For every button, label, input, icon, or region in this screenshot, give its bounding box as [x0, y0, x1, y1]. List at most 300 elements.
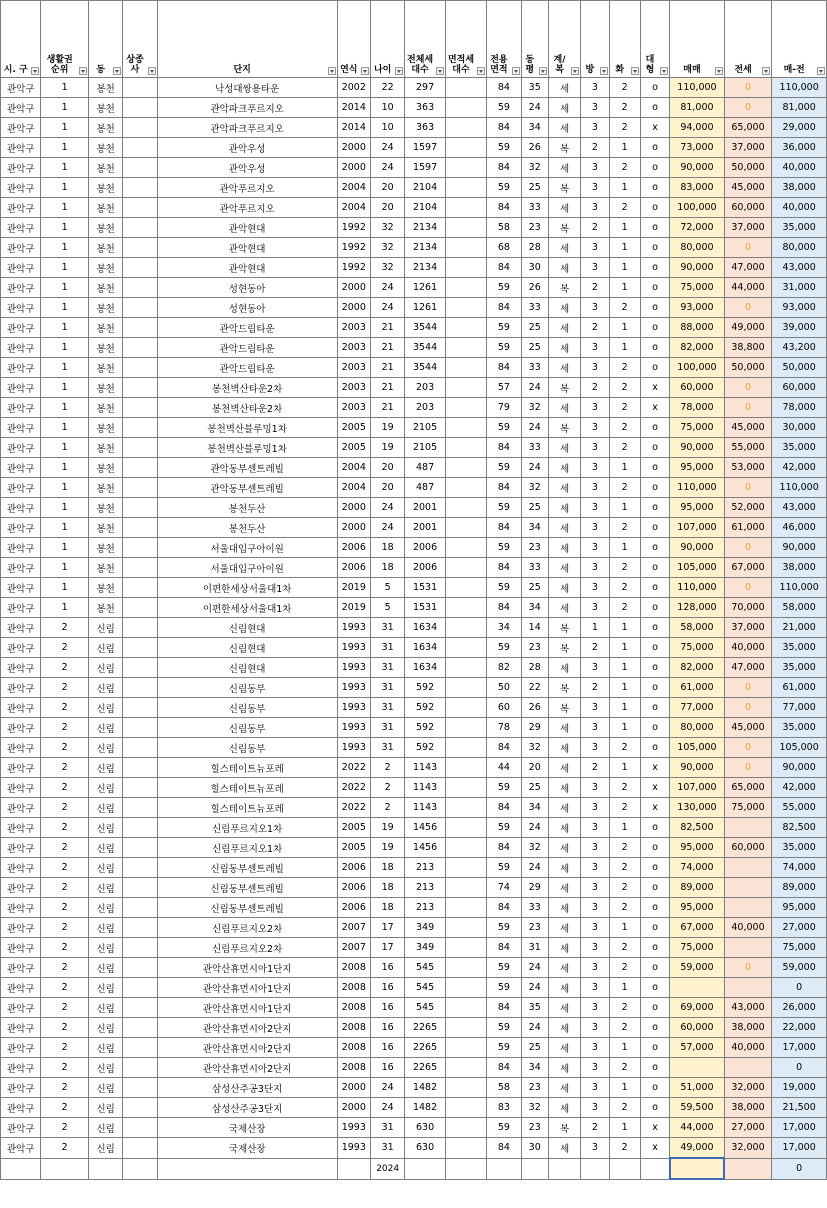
table-cell[interactable]: 61,000 [724, 518, 772, 538]
table-cell[interactable]: 복 [548, 278, 580, 298]
table-cell[interactable]: 세 [548, 738, 580, 758]
table-cell[interactable]: 24 [521, 978, 548, 998]
table-cell[interactable]: 세 [548, 878, 580, 898]
table-cell[interactable]: 82,000 [670, 658, 725, 678]
table-cell[interactable]: 2003 [337, 358, 370, 378]
filter-dropdown-icon[interactable] [113, 67, 121, 75]
table-cell[interactable]: 관악구 [1, 418, 41, 438]
table-cell[interactable]: 삼성산주공3단지 [157, 1078, 337, 1098]
filter-dropdown-icon[interactable] [31, 67, 39, 75]
table-cell[interactable]: 2000 [337, 158, 370, 178]
table-cell[interactable]: 35,000 [772, 438, 827, 458]
table-cell[interactable]: 1993 [337, 638, 370, 658]
table-cell[interactable]: 세 [548, 798, 580, 818]
table-cell[interactable]: 2014 [337, 98, 370, 118]
table-cell[interactable]: 관악구 [1, 178, 41, 198]
table-cell[interactable] [157, 1158, 337, 1179]
table-cell[interactable]: 신림 [88, 678, 122, 698]
table-cell[interactable]: 세 [548, 98, 580, 118]
table-cell[interactable] [123, 678, 157, 698]
table-cell[interactable]: 2002 [337, 78, 370, 98]
table-cell[interactable]: 33 [521, 898, 548, 918]
table-cell[interactable]: 105,000 [670, 558, 725, 578]
table-cell[interactable]: 서울대입구아이원 [157, 538, 337, 558]
table-cell[interactable]: 2005 [337, 838, 370, 858]
table-cell[interactable]: 봉천 [88, 98, 122, 118]
table-cell[interactable] [123, 978, 157, 998]
table-cell[interactable]: 3 [581, 938, 609, 958]
table-cell[interactable]: 24 [521, 458, 548, 478]
table-cell[interactable]: 545 [405, 998, 445, 1018]
table-cell[interactable] [123, 858, 157, 878]
table-cell[interactable]: 349 [405, 918, 445, 938]
table-cell[interactable]: 59,000 [772, 958, 827, 978]
table-cell[interactable]: 25 [521, 1038, 548, 1058]
table-cell[interactable] [445, 938, 486, 958]
table-cell[interactable]: 1 [609, 498, 640, 518]
table-cell[interactable] [445, 178, 486, 198]
table-cell[interactable]: 70,000 [724, 598, 772, 618]
table-cell[interactable]: 128,000 [670, 598, 725, 618]
table-cell[interactable] [445, 498, 486, 518]
table-cell[interactable]: 2 [581, 138, 609, 158]
table-cell[interactable]: 35,000 [772, 838, 827, 858]
table-cell[interactable]: 신림 [88, 1058, 122, 1078]
table-cell[interactable]: 관악구 [1, 1038, 41, 1058]
table-cell[interactable]: 신림 [88, 958, 122, 978]
table-cell[interactable]: 2000 [337, 1098, 370, 1118]
table-cell[interactable]: 18 [370, 898, 404, 918]
table-cell[interactable]: 2005 [337, 818, 370, 838]
table-cell[interactable] [123, 178, 157, 198]
table-cell[interactable]: 16 [370, 978, 404, 998]
table-cell[interactable]: 세 [548, 778, 580, 798]
table-cell[interactable]: 2 [609, 1138, 640, 1159]
table-cell[interactable]: 관악구 [1, 278, 41, 298]
table-cell[interactable]: 세 [548, 538, 580, 558]
table-cell[interactable]: 1 [609, 618, 640, 638]
table-cell[interactable]: 성현동아 [157, 278, 337, 298]
table-cell[interactable]: 84 [487, 598, 521, 618]
table-cell[interactable]: 1143 [405, 778, 445, 798]
table-cell[interactable]: 봉천벽산블루밍1차 [157, 418, 337, 438]
table-cell[interactable]: 봉천두산 [157, 498, 337, 518]
table-cell[interactable]: 2 [609, 78, 640, 98]
table-cell[interactable]: 관악구 [1, 858, 41, 878]
table-cell[interactable]: 3544 [405, 318, 445, 338]
table-cell[interactable]: 29,000 [772, 118, 827, 138]
table-cell[interactable]: 세 [548, 358, 580, 378]
table-cell[interactable]: 3 [581, 438, 609, 458]
table-cell[interactable]: o [640, 1018, 669, 1038]
table-cell[interactable]: 95,000 [670, 498, 725, 518]
table-cell[interactable]: 3 [581, 878, 609, 898]
table-cell[interactable]: 관악구 [1, 138, 41, 158]
table-cell[interactable]: o [640, 318, 669, 338]
table-cell[interactable]: 40,000 [724, 1038, 772, 1058]
table-cell[interactable]: 40,000 [724, 918, 772, 938]
table-cell[interactable]: 1 [609, 218, 640, 238]
table-cell[interactable] [123, 938, 157, 958]
table-cell[interactable]: 신림 [88, 1038, 122, 1058]
table-cell[interactable]: 84 [487, 258, 521, 278]
table-cell[interactable]: 1 [41, 98, 89, 118]
table-cell[interactable]: 94,000 [670, 118, 725, 138]
table-cell[interactable]: 84 [487, 998, 521, 1018]
table-cell[interactable]: o [640, 138, 669, 158]
table-cell[interactable]: 37,000 [724, 618, 772, 638]
table-cell[interactable]: 2 [609, 878, 640, 898]
table-cell[interactable]: 84 [487, 198, 521, 218]
table-cell[interactable]: o [640, 978, 669, 998]
table-cell[interactable]: 0 [772, 1058, 827, 1078]
table-cell[interactable]: 2 [609, 478, 640, 498]
table-cell[interactable]: 관악구 [1, 638, 41, 658]
table-cell[interactable] [724, 938, 772, 958]
table-cell[interactable] [123, 718, 157, 738]
table-cell[interactable]: 84 [487, 838, 521, 858]
table-cell[interactable]: 26 [521, 698, 548, 718]
table-cell[interactable]: 18 [370, 878, 404, 898]
table-cell[interactable]: 84 [487, 1058, 521, 1078]
table-cell[interactable]: 봉천 [88, 598, 122, 618]
table-cell[interactable]: 2008 [337, 1058, 370, 1078]
table-cell[interactable]: 84 [487, 438, 521, 458]
table-cell[interactable]: 3 [581, 658, 609, 678]
table-cell[interactable] [724, 1158, 772, 1179]
table-cell[interactable]: 47,000 [724, 258, 772, 278]
table-cell[interactable]: 0 [772, 978, 827, 998]
table-cell[interactable]: 84 [487, 518, 521, 538]
table-cell[interactable]: 세 [548, 1058, 580, 1078]
table-cell[interactable]: 관악현대 [157, 258, 337, 278]
table-cell[interactable]: 60,000 [670, 378, 725, 398]
table-cell[interactable] [445, 518, 486, 538]
table-cell[interactable]: 1 [41, 298, 89, 318]
table-cell[interactable]: 110,000 [772, 478, 827, 498]
table-cell[interactable]: 67,000 [670, 918, 725, 938]
table-cell[interactable]: 19 [370, 418, 404, 438]
table-cell[interactable]: 2 [41, 1098, 89, 1118]
table-cell[interactable]: 1531 [405, 598, 445, 618]
table-cell[interactable]: 33 [521, 438, 548, 458]
table-cell[interactable]: 83 [487, 1098, 521, 1118]
table-cell[interactable]: 관악산휴먼시아2단지 [157, 1058, 337, 1078]
table-cell[interactable]: 관악산휴먼시아1단지 [157, 958, 337, 978]
table-cell[interactable]: o [640, 738, 669, 758]
table-cell[interactable]: 세 [548, 998, 580, 1018]
table-cell[interactable]: o [640, 518, 669, 538]
table-cell[interactable] [445, 1098, 486, 1118]
table-cell[interactable]: o [640, 538, 669, 558]
table-cell[interactable]: 2004 [337, 478, 370, 498]
table-cell[interactable]: 545 [405, 978, 445, 998]
filter-dropdown-icon[interactable] [361, 67, 369, 75]
table-cell[interactable]: 34 [487, 618, 521, 638]
table-cell[interactable]: 1 [41, 218, 89, 238]
table-cell[interactable]: 2024 [370, 1158, 404, 1179]
table-cell[interactable]: 세 [548, 78, 580, 98]
table-cell[interactable]: 2000 [337, 1078, 370, 1098]
table-cell[interactable]: 신림 [88, 698, 122, 718]
table-cell[interactable]: 23 [521, 918, 548, 938]
table-cell[interactable]: 신림 [88, 618, 122, 638]
table-cell[interactable]: 신림 [88, 1098, 122, 1118]
table-cell[interactable]: 신림푸르지오2차 [157, 918, 337, 938]
table-cell[interactable]: 1 [609, 1078, 640, 1098]
table-cell[interactable]: 관악구 [1, 1078, 41, 1098]
table-cell[interactable]: 24 [521, 818, 548, 838]
table-cell[interactable]: 93,000 [670, 298, 725, 318]
table-cell[interactable]: 110,000 [670, 478, 725, 498]
table-cell[interactable]: 59 [487, 458, 521, 478]
table-cell[interactable]: 관악구 [1, 438, 41, 458]
table-cell[interactable]: 32 [370, 238, 404, 258]
table-cell[interactable]: 3 [581, 838, 609, 858]
table-cell[interactable]: 1 [41, 238, 89, 258]
table-cell[interactable]: 2000 [337, 278, 370, 298]
table-cell[interactable]: 2 [41, 878, 89, 898]
table-cell[interactable]: 3 [581, 738, 609, 758]
table-cell[interactable]: 관악구 [1, 658, 41, 678]
table-cell[interactable] [123, 658, 157, 678]
table-cell[interactable] [445, 478, 486, 498]
table-cell[interactable]: 세 [548, 198, 580, 218]
table-cell[interactable]: 80,000 [772, 238, 827, 258]
table-cell[interactable]: 24 [370, 158, 404, 178]
table-cell[interactable] [123, 318, 157, 338]
table-cell[interactable]: 관악푸르지오 [157, 198, 337, 218]
table-cell[interactable]: 19 [370, 818, 404, 838]
table-cell[interactable] [405, 1158, 445, 1179]
table-cell[interactable]: 23 [521, 1078, 548, 1098]
table-cell[interactable]: 3 [581, 198, 609, 218]
table-cell[interactable]: 1 [41, 538, 89, 558]
table-cell[interactable] [445, 718, 486, 738]
table-cell[interactable]: 봉천 [88, 138, 122, 158]
table-cell[interactable]: 2 [609, 558, 640, 578]
table-cell[interactable] [123, 818, 157, 838]
table-cell[interactable]: 24 [370, 278, 404, 298]
table-cell[interactable]: o [640, 258, 669, 278]
table-cell[interactable]: 신림 [88, 878, 122, 898]
table-cell[interactable]: 59 [487, 858, 521, 878]
table-cell[interactable]: 2 [41, 638, 89, 658]
table-cell[interactable]: 관악우성 [157, 138, 337, 158]
table-cell[interactable]: o [640, 838, 669, 858]
table-cell[interactable]: 1143 [405, 758, 445, 778]
table-cell[interactable] [123, 878, 157, 898]
table-cell[interactable]: o [640, 598, 669, 618]
table-cell[interactable]: 봉천 [88, 438, 122, 458]
table-cell[interactable]: 복 [548, 638, 580, 658]
table-cell[interactable]: 26 [521, 278, 548, 298]
table-cell[interactable]: 32 [521, 158, 548, 178]
table-cell[interactable]: 51,000 [670, 1078, 725, 1098]
table-cell[interactable]: 84 [487, 358, 521, 378]
table-cell[interactable]: 관악드림타운 [157, 318, 337, 338]
table-cell[interactable]: 35,000 [772, 718, 827, 738]
table-cell[interactable]: o [640, 578, 669, 598]
table-cell[interactable]: 관악구 [1, 998, 41, 1018]
table-cell[interactable]: 31 [370, 698, 404, 718]
table-cell[interactable]: 2000 [337, 138, 370, 158]
table-cell[interactable]: 신림 [88, 658, 122, 678]
table-cell[interactable]: 3 [581, 798, 609, 818]
table-cell[interactable]: 이편한세상서울대1차 [157, 598, 337, 618]
table-cell[interactable]: 3 [581, 898, 609, 918]
table-cell[interactable]: 49,000 [724, 318, 772, 338]
table-cell[interactable]: 관악구 [1, 118, 41, 138]
table-cell[interactable] [487, 1158, 521, 1179]
table-cell[interactable]: 90,000 [772, 758, 827, 778]
table-cell[interactable]: 관악구 [1, 98, 41, 118]
table-cell[interactable]: 5 [370, 578, 404, 598]
table-cell[interactable]: 1 [609, 178, 640, 198]
table-cell[interactable]: 2004 [337, 458, 370, 478]
table-cell[interactable] [445, 538, 486, 558]
table-cell[interactable]: 84 [487, 118, 521, 138]
table-cell[interactable]: 45,000 [724, 718, 772, 738]
table-cell[interactable] [445, 198, 486, 218]
filter-dropdown-icon[interactable] [600, 67, 608, 75]
table-cell[interactable]: 1 [41, 398, 89, 418]
table-cell[interactable]: 2 [581, 1118, 609, 1138]
table-cell[interactable]: 신림 [88, 778, 122, 798]
table-cell[interactable]: 서울대입구아이원 [157, 558, 337, 578]
table-cell[interactable]: 2 [609, 898, 640, 918]
table-cell[interactable]: 3 [581, 458, 609, 478]
table-cell[interactable]: 81,000 [772, 98, 827, 118]
table-cell[interactable] [123, 118, 157, 138]
table-cell[interactable]: 42,000 [772, 458, 827, 478]
table-cell[interactable]: 3 [581, 298, 609, 318]
table-cell[interactable]: 2003 [337, 398, 370, 418]
table-cell[interactable]: 0 [724, 378, 772, 398]
table-cell[interactable]: 90,000 [670, 758, 725, 778]
table-cell[interactable]: 31 [370, 678, 404, 698]
table-cell[interactable]: o [640, 858, 669, 878]
table-cell[interactable]: 110,000 [670, 578, 725, 598]
table-cell[interactable]: 81,000 [670, 98, 725, 118]
table-cell[interactable]: 관악구 [1, 1138, 41, 1159]
table-cell[interactable]: o [640, 278, 669, 298]
table-cell[interactable]: 2022 [337, 798, 370, 818]
table-cell[interactable] [445, 418, 486, 438]
table-cell[interactable]: 관악구 [1, 398, 41, 418]
table-cell[interactable]: 18 [370, 558, 404, 578]
table-cell[interactable]: 3 [581, 238, 609, 258]
table-cell[interactable]: o [640, 698, 669, 718]
table-cell[interactable]: 봉천 [88, 338, 122, 358]
table-cell[interactable] [445, 858, 486, 878]
table-cell[interactable]: 복 [548, 698, 580, 718]
table-cell[interactable]: 관악구 [1, 1118, 41, 1138]
table-cell[interactable] [548, 1158, 580, 1179]
table-cell[interactable]: 3 [581, 118, 609, 138]
table-cell[interactable]: 59 [487, 1038, 521, 1058]
table-cell[interactable]: o [640, 458, 669, 478]
table-cell[interactable]: 16 [370, 958, 404, 978]
table-cell[interactable] [123, 758, 157, 778]
table-cell[interactable]: 신림 [88, 798, 122, 818]
table-cell[interactable]: 59 [487, 278, 521, 298]
table-cell[interactable]: 관악산휴먼시아1단지 [157, 998, 337, 1018]
table-cell[interactable]: 신림 [88, 838, 122, 858]
table-cell[interactable]: 관악구 [1, 818, 41, 838]
table-cell[interactable]: 2 [609, 438, 640, 458]
table-cell[interactable] [445, 278, 486, 298]
table-cell[interactable]: 20 [370, 458, 404, 478]
table-cell[interactable] [123, 298, 157, 318]
table-cell[interactable]: 1456 [405, 818, 445, 838]
table-cell[interactable]: 관악산휴먼시아1단지 [157, 978, 337, 998]
table-cell[interactable]: 봉천 [88, 378, 122, 398]
table-cell[interactable]: 74,000 [670, 858, 725, 878]
filter-dropdown-icon[interactable] [436, 67, 444, 75]
table-cell[interactable] [445, 218, 486, 238]
table-cell[interactable]: 38,000 [772, 558, 827, 578]
table-cell[interactable]: 3 [581, 158, 609, 178]
table-cell[interactable]: x [640, 778, 669, 798]
table-cell[interactable]: 84 [487, 78, 521, 98]
table-cell[interactable]: 3 [581, 778, 609, 798]
table-cell[interactable]: 1 [41, 198, 89, 218]
table-cell[interactable]: 2 [581, 378, 609, 398]
table-cell[interactable]: 44,000 [724, 278, 772, 298]
table-cell[interactable]: 2 [41, 1078, 89, 1098]
table-cell[interactable]: 봉천 [88, 478, 122, 498]
table-cell[interactable]: 3 [581, 1058, 609, 1078]
table-cell[interactable]: x [640, 118, 669, 138]
table-cell[interactable]: 힐스테이트뉴포레 [157, 778, 337, 798]
table-cell[interactable]: 79 [487, 398, 521, 418]
table-cell[interactable] [445, 898, 486, 918]
table-cell[interactable] [445, 638, 486, 658]
table-cell[interactable] [521, 1158, 548, 1179]
table-cell[interactable]: 관악현대 [157, 218, 337, 238]
table-cell[interactable] [445, 678, 486, 698]
table-cell[interactable]: 신림 [88, 918, 122, 938]
table-cell[interactable]: 2 [609, 1018, 640, 1038]
table-cell[interactable]: 1456 [405, 838, 445, 858]
table-cell[interactable]: 3 [581, 998, 609, 1018]
table-cell[interactable]: 49,000 [670, 1138, 725, 1159]
table-cell[interactable]: 69,000 [670, 998, 725, 1018]
table-cell[interactable]: 59,000 [670, 958, 725, 978]
table-cell[interactable]: 관악구 [1, 918, 41, 938]
table-cell[interactable] [445, 738, 486, 758]
table-cell[interactable]: 203 [405, 378, 445, 398]
table-cell[interactable]: 관악푸르지오 [157, 178, 337, 198]
table-cell[interactable]: 43,000 [772, 258, 827, 278]
table-cell[interactable]: 3 [581, 1098, 609, 1118]
table-cell[interactable]: 2005 [337, 438, 370, 458]
filter-dropdown-icon[interactable] [148, 67, 156, 75]
table-cell[interactable]: 90,000 [670, 258, 725, 278]
table-cell[interactable]: 1 [609, 1038, 640, 1058]
table-cell[interactable]: 20 [521, 758, 548, 778]
table-cell[interactable] [123, 198, 157, 218]
table-cell[interactable]: 신림동부센트레빌 [157, 858, 337, 878]
table-cell[interactable]: o [640, 1038, 669, 1058]
table-cell[interactable] [445, 918, 486, 938]
table-cell[interactable] [123, 158, 157, 178]
table-cell[interactable]: 2 [609, 1098, 640, 1118]
table-cell[interactable]: 2 [609, 378, 640, 398]
table-cell[interactable]: 20 [370, 198, 404, 218]
table-cell[interactable] [724, 878, 772, 898]
